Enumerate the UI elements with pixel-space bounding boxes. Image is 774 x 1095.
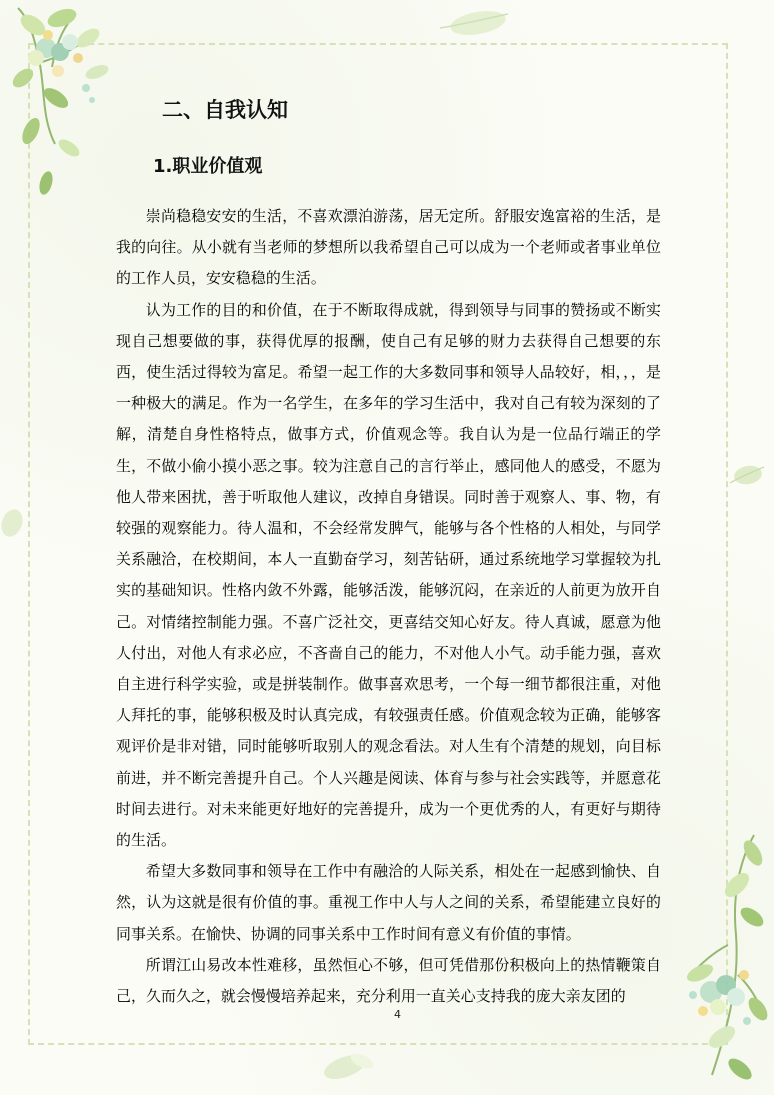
- paragraph: 崇尚稳稳安安的生活，不喜欢漂泊游荡，居无定所。舒服安逸富裕的生活，是我的向往。从小就有当老师的梦想所以我希望自己可以成为一个老师或者事业单位的工作人员，安安稳稳的生活。: [116, 207, 661, 288]
- paragraph: 认为工作的目的和价值，在于不断取得成就，得到领导与同事的赞扬或不断实现自己想要做的事，获得优厚的报酬，使自己有足够的财力去获得自己想要的东西，使生活过得较为富足。希望一起工作的大多数同事和领导人品较好，相，，，是一种极大的满足。作为一名学生，在多年的学习生活中，我对自己有较为深刻的了解，清楚自身性格特点，做事方式，价值观念等。我自认为是一位品行端正的学生，不做小偷小摸小恶之事。较为注意自己的言行举止，感同他人的感受，不愿为他人带来困扰，善于听取他人建议，改掉自身错误。同时善于观察人、事、物，有较强的观察能力。待人温和，不会经常发脾气，能够与各个性格的人相处，与同学关系融洽，在校期间，本人一直勤奋学习，刻苦钻研，通过系统地学习掌握较为扎实的基础知识。性格内敛不外露，能够活泼，能够沉闷，在亲近的人前更为放开自己。对情绪控制能力强。不喜广泛社交，更喜结交知心好友。待人真诚，愿意为他人付出，对他人有求必应，不吝啬自己的能力，不对他人小气。动手能力强，喜欢自主进行科学实验，或是拼装制作。做事喜欢思考，一个每一细节都很注重，对他人拜托的事，能够积极及时认真完成，有较强责任感。价值观念较为正确，能够客观评价是非对错，同时能够听取别人的观念看法。对人生有个清楚的规划，向目标前进，并不断完善提升自己。个人兴趣是阅读、体育与参与社会实践等，并愿意花时间去进行。对未来能更好地好的完善提升，成为一个更优秀的人，有更好与期待的生活。: [116, 300, 661, 850]
- leaf-icon: [0, 505, 28, 541]
- floral-corner-icon: [654, 825, 774, 1095]
- leaf-icon: [420, 4, 515, 42]
- section-title: 二、自我认知: [162, 98, 288, 122]
- leaf-icon: [720, 455, 768, 497]
- leaf-icon: [300, 1045, 388, 1087]
- paragraph: 希望大多数同事和领导在工作中有融洽的人际关系，相处在一起感到愉快、自然，认为这就是很有价值的事。重视工作中人与人之间的关系，希望能建立良好的同事关系。在愉快、协调的同事关系中工作时间有意义有价值的事情。: [116, 862, 661, 943]
- page-number: 4: [394, 1008, 401, 1021]
- document-body: [116, 201, 661, 1012]
- paragraph: 所谓江山易改本性难移，虽然恒心不够，但可凭借那份积极向上的热情鞭策自己，久而久之，就会慢慢培养起来，充分利用一直关心支持我的庞大亲友团的: [116, 955, 661, 1006]
- subsection-title: 1.职业价值观: [153, 156, 263, 177]
